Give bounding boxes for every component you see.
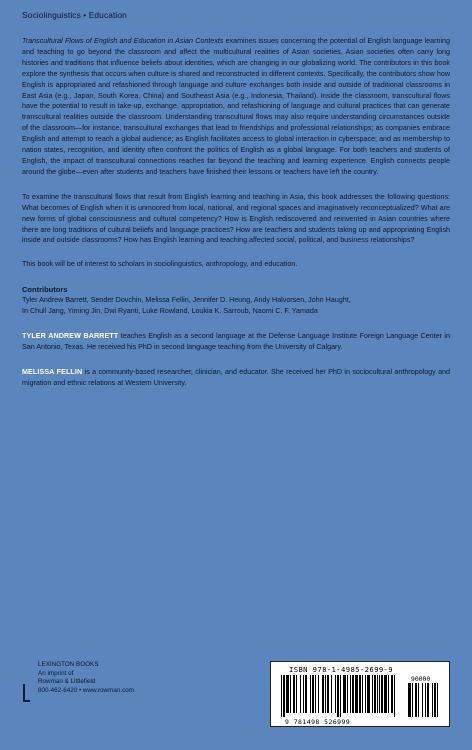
audience-paragraph: This book will be of interest to scholars in sociolinguistics, anthropology, and education. bbox=[22, 260, 298, 269]
cover-footer bbox=[22, 661, 450, 731]
isbn-text: ISBN 978-1-4985-2699-9 bbox=[289, 665, 393, 674]
author-name: MELISSA FELLIN bbox=[22, 367, 83, 376]
publisher-parent: Rowman & Littlefield bbox=[38, 678, 96, 686]
barcode-icon bbox=[279, 675, 443, 717]
description-paragraph-1 bbox=[22, 36, 450, 178]
author-bio-text: is a community-based researcher, clinician, and educator. She received her PhD in sociocultural anthropology and migration and ethnic relations at Western University. bbox=[22, 367, 450, 387]
author-bio-2 bbox=[22, 367, 450, 389]
publisher-block bbox=[22, 661, 134, 704]
barcode-digits: 9 781498 526999 bbox=[285, 718, 351, 726]
barcode-box bbox=[270, 661, 450, 727]
publisher-imprint-of: An imprint of bbox=[38, 669, 74, 677]
category-label: Sociolinguistics • Education bbox=[22, 10, 127, 20]
author-bio-1 bbox=[22, 331, 450, 353]
publisher-name: LEXINGTON BOOKS bbox=[38, 661, 99, 668]
price-code: 90000 bbox=[411, 675, 431, 683]
contributors-list bbox=[22, 295, 450, 317]
contributors-heading: Contributors bbox=[22, 285, 68, 295]
description-paragraph-2: To examine the transcultural flows that result from English learning and teaching in Asia, this book addresses the following questions: What becomes of English when it is unmoored from local, national, and regional spaces and imaginatively reconceptualized? What are new forms of global consciousness and cultural competency? How is English rediscovered and reinvented in Asian countries where there are long traditions of cultural beliefs and language practices? How are teachers and students taking up and appropriating English inside and outside classrooms? How has English learning and teaching affected social, political, and business relationships? bbox=[22, 192, 450, 245]
book-title: Transcultural Flows of English and Education in Asian Contexts bbox=[22, 37, 224, 45]
contributors-line: In Chull Jang, Yiming Jin, Dwi Ryanti, Luke Rowland, Loukia K. Sarroub, Naomi C. F. Yamada bbox=[22, 307, 318, 316]
publisher-contact: 800-462-6420 • www.rowman.com bbox=[38, 686, 135, 694]
description-text-1: examines issues concerning the potential of English language learning and teaching to go beyond the classroom and affect the multicultural realities of Asian societies. Asian societies often carry long histories and traditions that influence beliefs about identities, which are changing in our globalizing world. The contributors in this book explore the synthesis that occurs when culture is shared and reconstructed in different contexts. Specifically, the contributors show how English is appropriated and refashioned through language and culture exchanges both inside and outside of traditional classrooms in East Asia (e.g., Japan, South Korea, China) and Southeast Asia (e.g., Indonesia, Thailand). Inside the classroom, transcultural flows have the potential to result in take-up, exchange, appropriation, and refashioning of language and cultural practices that can generate transcultural realities outside the classroom. Understanding transcultural flows may also require understanding circumstances outside of the classroom—for instance, transcultural exchanges that lead to friendships and professional relationships; as companies embrace English and attempt to reach a global audience; as English facilitates access to global interaction in cyberspace; and as membership to nation states, recognition, and identity often confront the politics of English as a global language. For both teachers and students of English, the impact of transcultural connections reaches far beyond the teaching and learning experience. English connects people around the globe—even after students and teachers have finished their lessons or teachers have left the country. bbox=[22, 37, 450, 176]
publisher-logo-icon bbox=[22, 684, 30, 704]
author-name: TYLER ANDREW BARRETT bbox=[22, 332, 119, 341]
author-bio-text: teaches English as a second language at the Defense Language Institute Foreign Language Center in San Antonio, Texas. He received his PhD in second language teaching from the University of Calgary. bbox=[22, 332, 450, 351]
publisher-text bbox=[38, 661, 134, 704]
contributors-line: Tyler Andrew Barrett, Sender Dovchin, Melissa Fellin, Jennifer D. Heung, Andy Halvorsen, John Haught, bbox=[22, 296, 351, 305]
